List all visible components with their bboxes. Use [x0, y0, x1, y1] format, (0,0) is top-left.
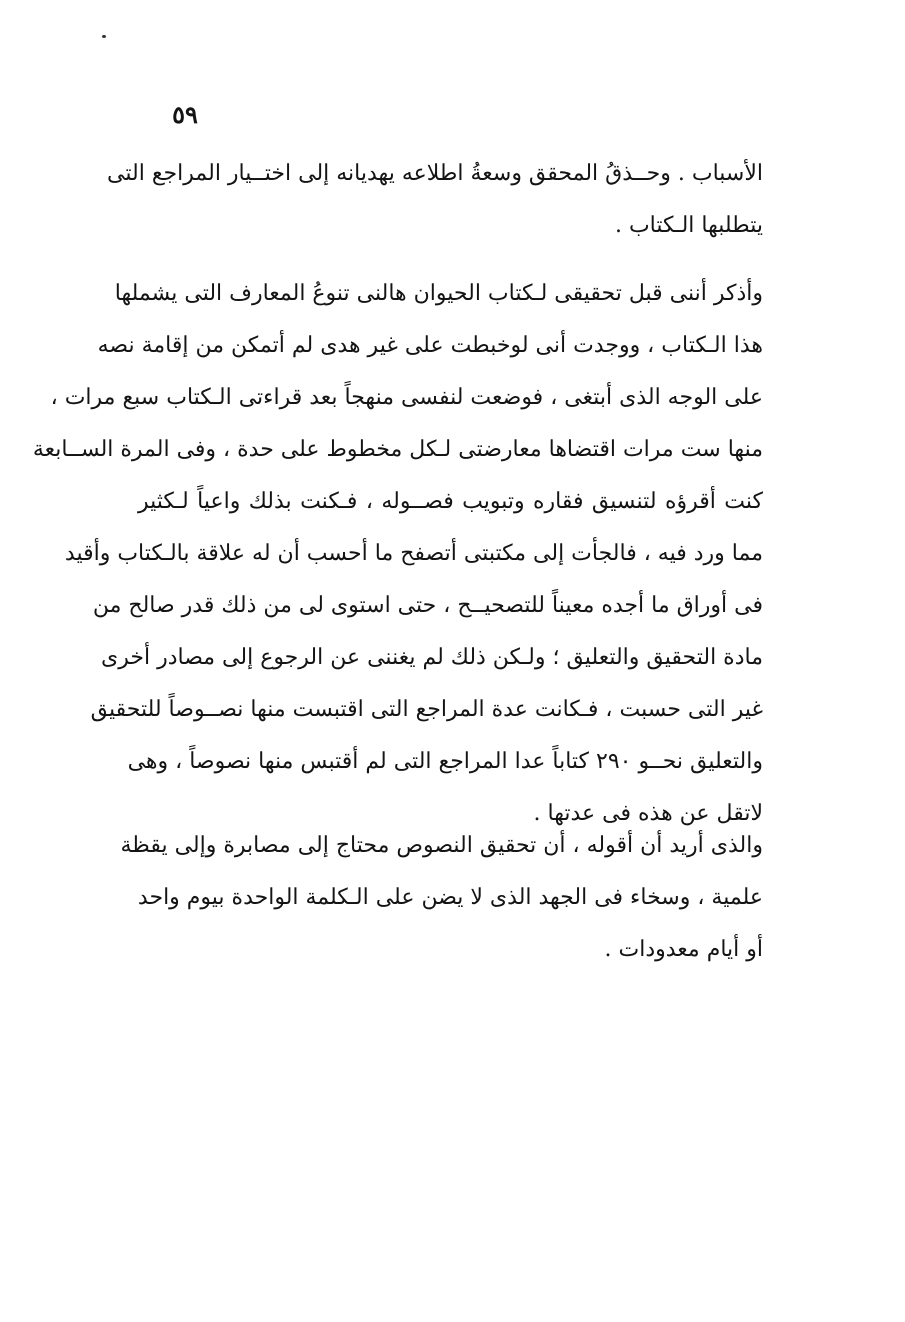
text-line: لاتقل عن هذه فى عدتها .	[533, 801, 763, 826]
text-line: والذى أريد أن أقوله ، أن تحقيق النصوص محتاج إلى مصابرة وإلى يقظة	[120, 833, 763, 858]
text-line: والتعليق نحــو ٢٩٠ كتاباً عدا المراجع التى لم أقتبس منها نصوصاً ، وهى	[127, 749, 763, 774]
scan-speck	[102, 35, 106, 38]
text-line: أو أيام معدودات .	[604, 937, 763, 962]
paragraph-3	[120, 820, 763, 976]
text-line: مادة التحقيق والتعليق ؛ ولـكن ذلك لم يغننى عن الرجوع إلى مصادر أخرى	[101, 645, 763, 670]
text-line: يتطلبها الـكتاب .	[614, 213, 763, 238]
text-line: كنت أقرؤه لتنسيق فقاره وتبويب فصــوله ، فـكنت بذلك واعياً لـكثير	[138, 489, 763, 514]
paragraph-1	[107, 148, 763, 252]
text-line: غير التى حسبت ، فـكانت عدة المراجع التى اقتبست منها نصــوصاً للتحقيق	[90, 697, 763, 722]
paragraph-2	[32, 268, 763, 840]
text-line: فى أوراق ما أجده معيناً للتصحيــح ، حتى استوى لى من ذلك قدر صالح من	[92, 593, 763, 618]
text-line: هذا الـكتاب ، ووجدت أنى لوخبطت على غير هدى لم أتمكن من إقامة نصه	[97, 333, 763, 358]
text-line: مما ورد فيه ، فالجأت إلى مكتبتى أتصفح ما أحسب أن له علاقة بالـكتاب وأقيد	[64, 541, 763, 566]
text-line: منها ست مرات اقتضاها معارضتى لـكل مخطوط على حدة ، وفى المرة الســابعة	[32, 437, 763, 462]
text-line: الأسباب . وحــذقُ المحقق وسعةُ اطلاعه يهديانه إلى اختــيار المراجع التى	[107, 161, 763, 186]
text-line: على الوجه الذى أبتغى ، فوضعت لنفسى منهجاً بعد قراءتى الـكتاب سبع مرات ،	[50, 385, 763, 410]
text-line: علمية ، وسخاء فى الجهد الذى لا يضن على الـكلمة الواحدة بيوم واحد	[137, 885, 763, 910]
page-number: ٥٩	[172, 100, 198, 129]
text-line: وأذكر أننى قبل تحقيقى لـكتاب الحيوان هالنى تنوعُ المعارف التى يشملها	[114, 281, 763, 306]
